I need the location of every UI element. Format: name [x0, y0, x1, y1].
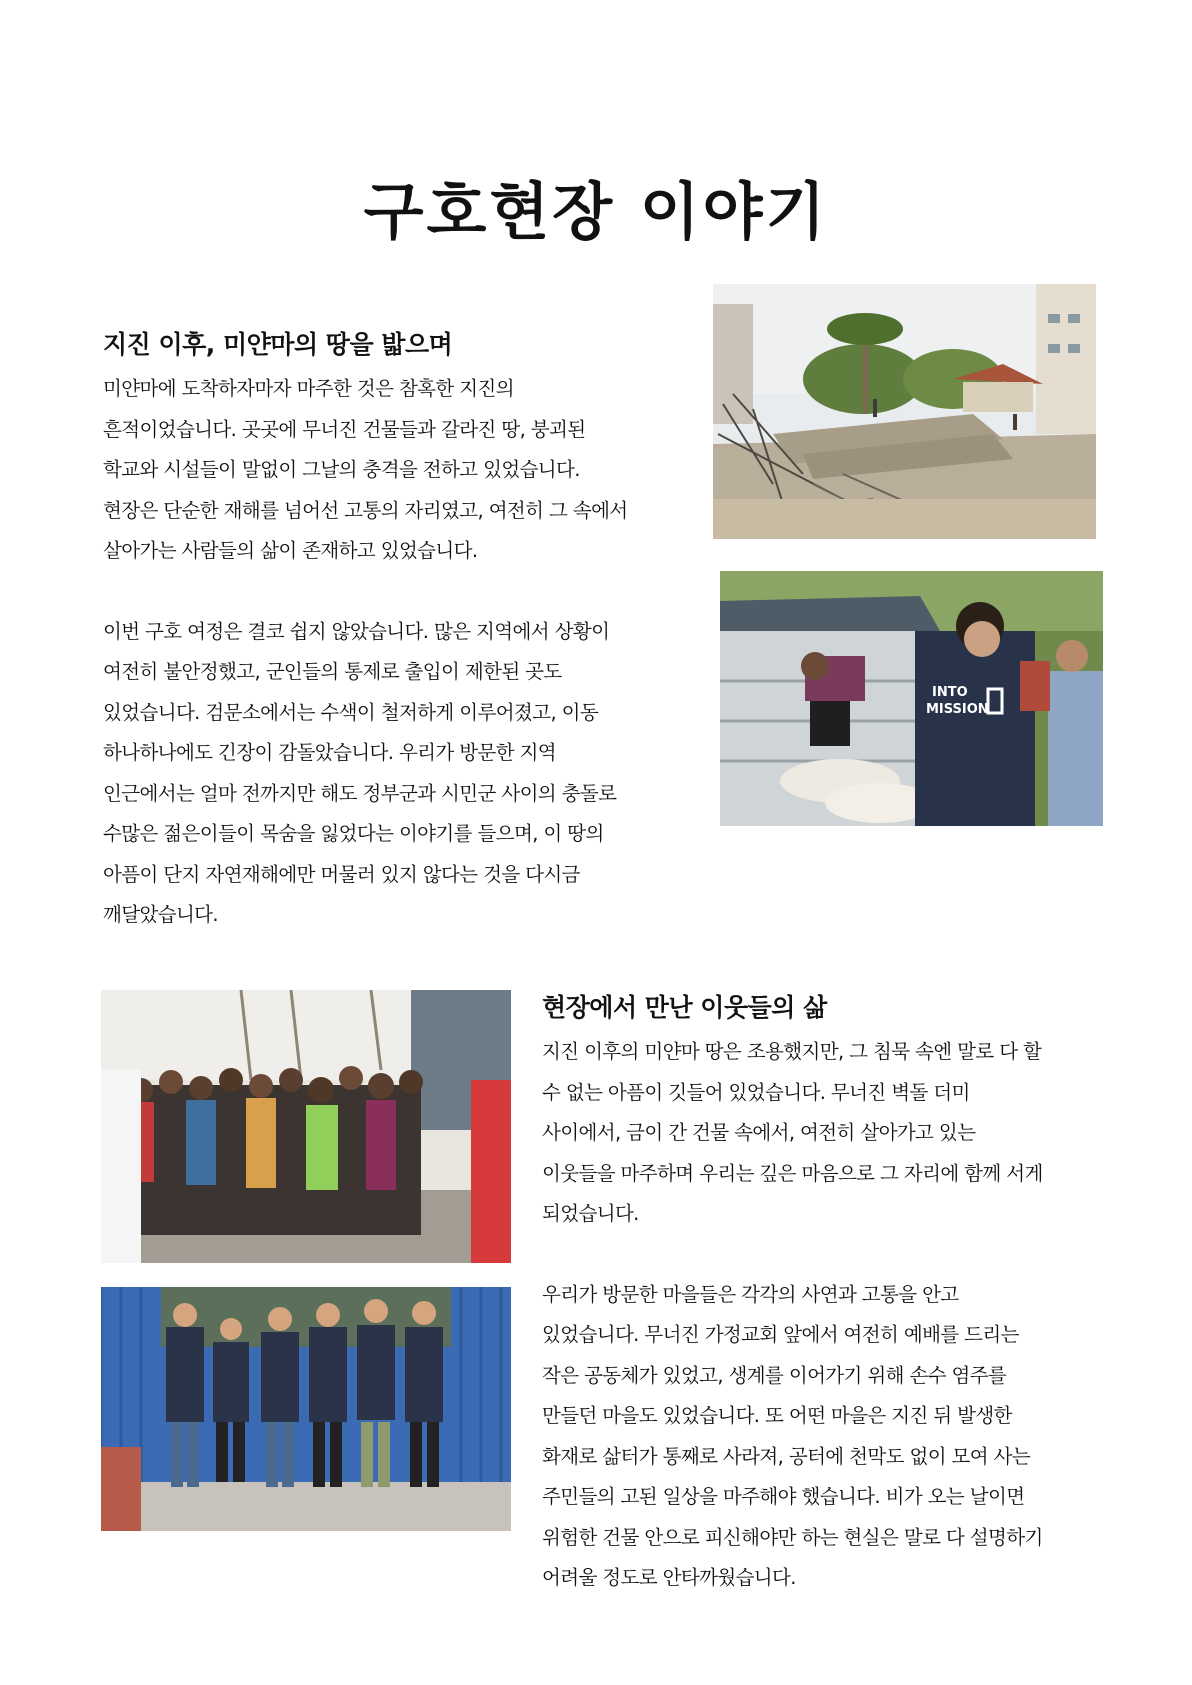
text-line: 수 없는 아픔이 깃들어 있었습니다. 무너진 벽돌 더미 [542, 1080, 970, 1104]
paragraph [542, 1275, 1102, 1599]
text-line: 흔적이었습니다. 곳곳에 무너진 건물들과 갈라진 땅, 붕괴된 [103, 417, 586, 441]
text-line: 깨달았습니다. [103, 903, 219, 926]
section-heading: 지진 이후, 미얀마의 땅을 밟으며 [103, 330, 453, 359]
text-line: 화재로 삶터가 통째로 사라져, 공터에 천막도 없이 모여 사는 [542, 1444, 1031, 1468]
text-line: 미얀마에 도착하자마자 마주한 것은 참혹한 지진의 [103, 377, 514, 400]
photo-collapsed-building [713, 284, 1096, 539]
vest-logo-text: MISSION [926, 702, 989, 717]
paragraph [542, 1032, 1102, 1235]
text-line: 아픔이 단지 자연재해에만 머물러 있지 않다는 것을 다시금 [103, 862, 580, 886]
section-neighbors-lives [542, 990, 1102, 1599]
vest-logo-text: INTO [932, 685, 968, 700]
text-line: 되었습니다. [542, 1202, 639, 1225]
text-line: 작은 공동체가 있었고, 생계를 이어가기 위해 손수 염주를 [542, 1363, 1007, 1387]
text-line: 있었습니다. 검문소에서는 수색이 철저하게 이루어졌고, 이동 [103, 700, 599, 724]
text-line: 사이에서, 금이 간 건물 속에서, 여전히 살아가고 있는 [542, 1121, 976, 1144]
text-line: 위험한 건물 안으로 피신해야만 하는 현실은 말로 다 설명하기 [542, 1525, 1043, 1549]
paragraph [103, 369, 703, 572]
text-line: 여전히 불안정했고, 군인들의 통제로 출입이 제한된 곳도 [103, 660, 562, 683]
text-line: 하나하나에도 긴장이 감돌았습니다. 우리가 방문한 지역 [103, 741, 557, 764]
page-title: 구호현장 이야기 [363, 175, 829, 248]
text-line: 어려울 정도로 안타까웠습니다. [542, 1566, 796, 1589]
text-line: 이웃들을 마주하며 우리는 깊은 마음으로 그 자리에 함께 서게 [542, 1161, 1043, 1185]
section-earthquake-aftermath [103, 327, 703, 936]
text-line: 지진 이후의 미얀마 땅은 조용했지만, 그 침묵 속엔 말로 다 할 [542, 1040, 1042, 1063]
text-line: 살아가는 사람들의 삶이 존재하고 있었습니다. [103, 539, 478, 562]
photo-loading-supplies [720, 571, 1103, 826]
section-heading: 현장에서 만난 이웃들의 삶 [542, 993, 827, 1022]
text-line: 주민들의 고된 일상을 마주해야 했습니다. 비가 오는 날이면 [542, 1485, 1025, 1508]
text-line: 인근에서는 얼마 전까지만 해도 정부군과 시민군 사이의 충돌로 [103, 781, 617, 805]
text-line: 있었습니다. 무너진 가정교회 앞에서 여전히 예배를 드리는 [542, 1323, 1019, 1346]
text-line: 현장은 단순한 재해를 넘어선 고통의 자리였고, 여전히 그 속에서 [103, 498, 628, 522]
photo-relief-team [101, 1287, 511, 1531]
text-line: 만들던 마을도 있었습니다. 또 어떤 마을은 지진 뒤 발생한 [542, 1404, 1012, 1427]
text-line: 이번 구호 여정은 결코 쉽지 않았습니다. 많은 지역에서 상황이 [103, 619, 610, 643]
paragraph [103, 612, 703, 936]
text-line: 학교와 시설들이 말없이 그날의 충격을 전하고 있었습니다. [103, 458, 580, 481]
photo-villagers-line [101, 990, 511, 1263]
text-line: 수많은 젊은이들이 목숨을 잃었다는 이야기를 들으며, 이 땅의 [103, 822, 604, 845]
text-line: 우리가 방문한 마을들은 각각의 사연과 고통을 안고 [542, 1282, 959, 1306]
